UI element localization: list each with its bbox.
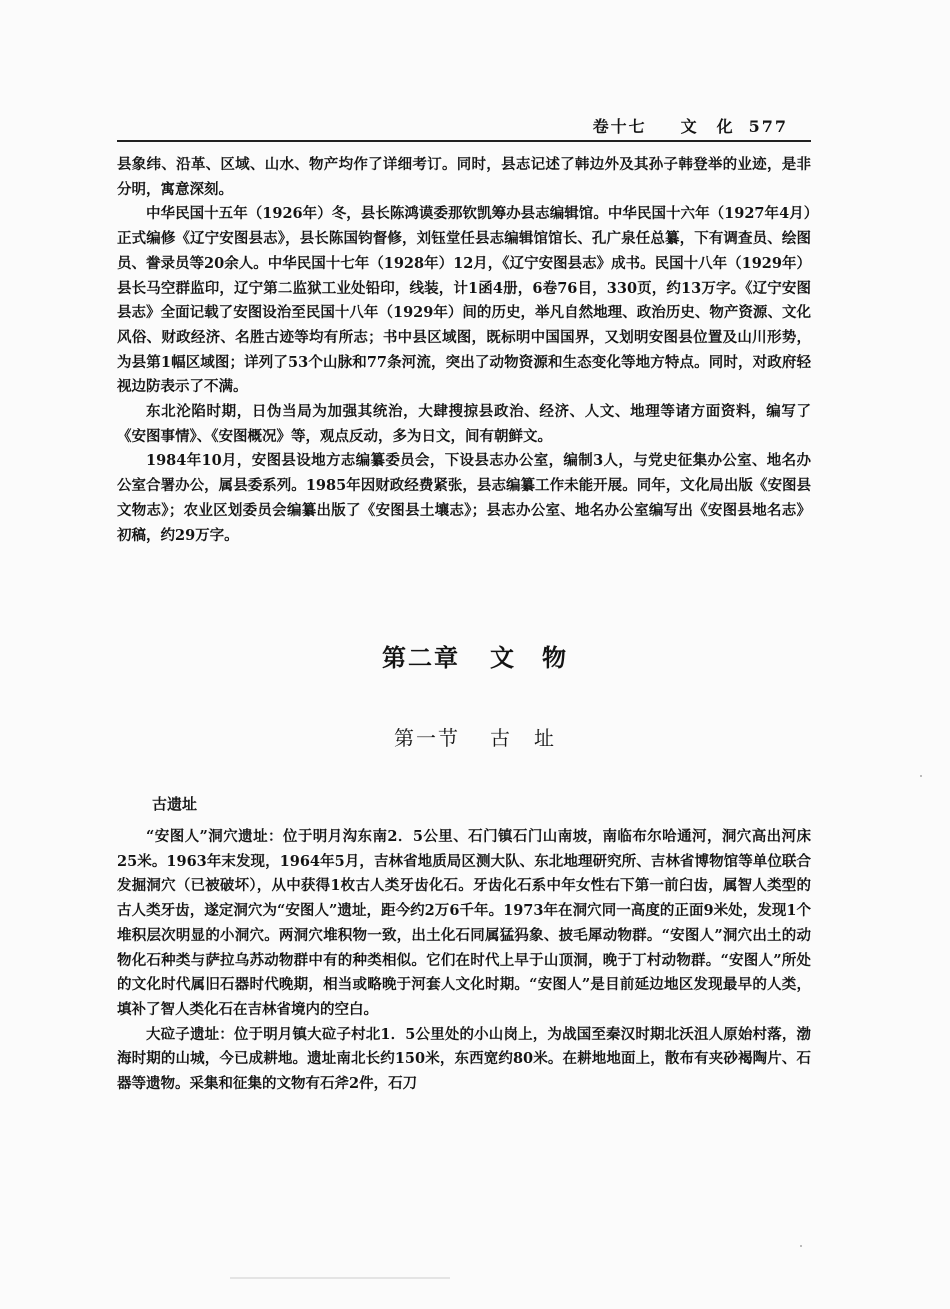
section-name: 古 址 [490,726,556,750]
paragraph: “安图人”洞穴遗址：位于明月沟东南2．5公里、石门镇石门山南坡，南临布尔哈通河，洞穴高出河床25米。1963年末发现，1964年5月，吉林省地质局区测大队、东北地理研究所、吉林省博物馆等单位联合发掘洞穴（已被破坏），从中获得1枚古人类牙齿化石。牙齿化石系中年女性右下第一前臼齿，属智人类型的古人类牙齿，遂定洞穴为“安图人”遗址，距今约2万6千年。1973年在洞穴同一高度的正面9米处，发现1个堆积层次明显的小洞穴。两洞穴堆积物一致，出土化石同属猛犸象、披毛犀动物群。“安图人”洞穴出土的动物化石种类与萨拉乌苏动物群中有的种类相似。它们在时代上早于山顶洞，晚于丁村动物群。“安图人”所处的文化时代属旧石器时代晚期，相当或略晚于河套人文化时期。“安图人”是目前延边地区发现最早的人类，填补了智人类化石在吉林省境内的空白。 [117,828,811,1018]
chapter-number: 第二章 [382,643,460,672]
paragraph: 1984年10月，安图县设地方志编纂委员会，下设县志办公室，编制3人，与党史征集办公室、地名办公室合署办公，属县委系列。1985年因财政经费紧张，县志编纂工作未能开展。同年，文化局出版《安图县文物志》；农业区划委员会编纂出版了《安图县土壤志》；县志办公室、地名办公室编写出《安图县地名志》初稿，约29万字。 [117,452,811,544]
header-rule [117,140,811,142]
subheading: 古遗址 [152,795,198,813]
page-number: 577 [748,117,788,136]
sites-text [117,825,811,1097]
paragraph: 东北沦陷时期，日伪当局为加强其统治，大肆搜掠县政治、经济、人文、地理等诸方面资料，编写了《安图事情》、《安图概况》等，观点反动，多为日文，间有朝鲜文。 [117,403,811,445]
scan-speck [800,1245,802,1247]
section-number: 第一节 [394,726,460,750]
intro-text [117,153,811,548]
running-head [593,114,788,137]
scan-speck [230,1277,450,1279]
chapter-name: 文 物 [490,643,568,672]
paragraph: 中华民国十五年（1926年）冬，县长陈鸿谟委那钦凯筹办县志编辑馆。中华民国十六年（1927年4月）正式编修《辽宁安图县志》，县长陈国钧督修，刘钰堂任县志编辑馆馆长、孔广泉任总纂，下有调查员、绘图员、誊录员等20余人。中华民国十七年（1928年）12月，《辽宁安图县志》成书。民国十八年（1929年）县长马空群监印，辽宁第二监狱工业处铅印，线装，计1函4册，6卷76目，330页，约13万字。《辽宁安图县志》全面记载了安图设治至民国十八年（1929年）间的历史，举凡自然地理、政治历史、物产资源、文化风俗、财政经济、名胜古迹等均有所志；书中县区域图，既标明中国国界，又划明安图县位置及山川形势，为县第1幅区域图；详列了53个山脉和77条河流，突出了动物资源和生态变化等地方特点。同时，对政府轻视边防表示了不满。 [117,205,811,396]
volume-label: 卷十七 [592,117,647,136]
scan-speck [920,775,922,777]
section-title [0,722,950,751]
paragraph: 县象纬、沿革、区域、山水、物产均作了详细考订。同时，县志记述了韩边外及其孙子韩登举的业迹，是非分明，寓意深刻。 [117,156,811,198]
section-label: 文 化 [680,117,735,136]
chapter-title [0,638,950,673]
paragraph: 大砬子遗址：位于明月镇大砬子村北1．5公里处的小山岗上，为战国至秦汉时期北沃沮人原始村落，渤海时期的山城，今已成耕地。遗址南北长约150米，东西宽约80米。在耕地地面上，散布有夹砂褐陶片、石器等遗物。采集和征集的文物有石斧2件，石刀 [117,1025,811,1093]
